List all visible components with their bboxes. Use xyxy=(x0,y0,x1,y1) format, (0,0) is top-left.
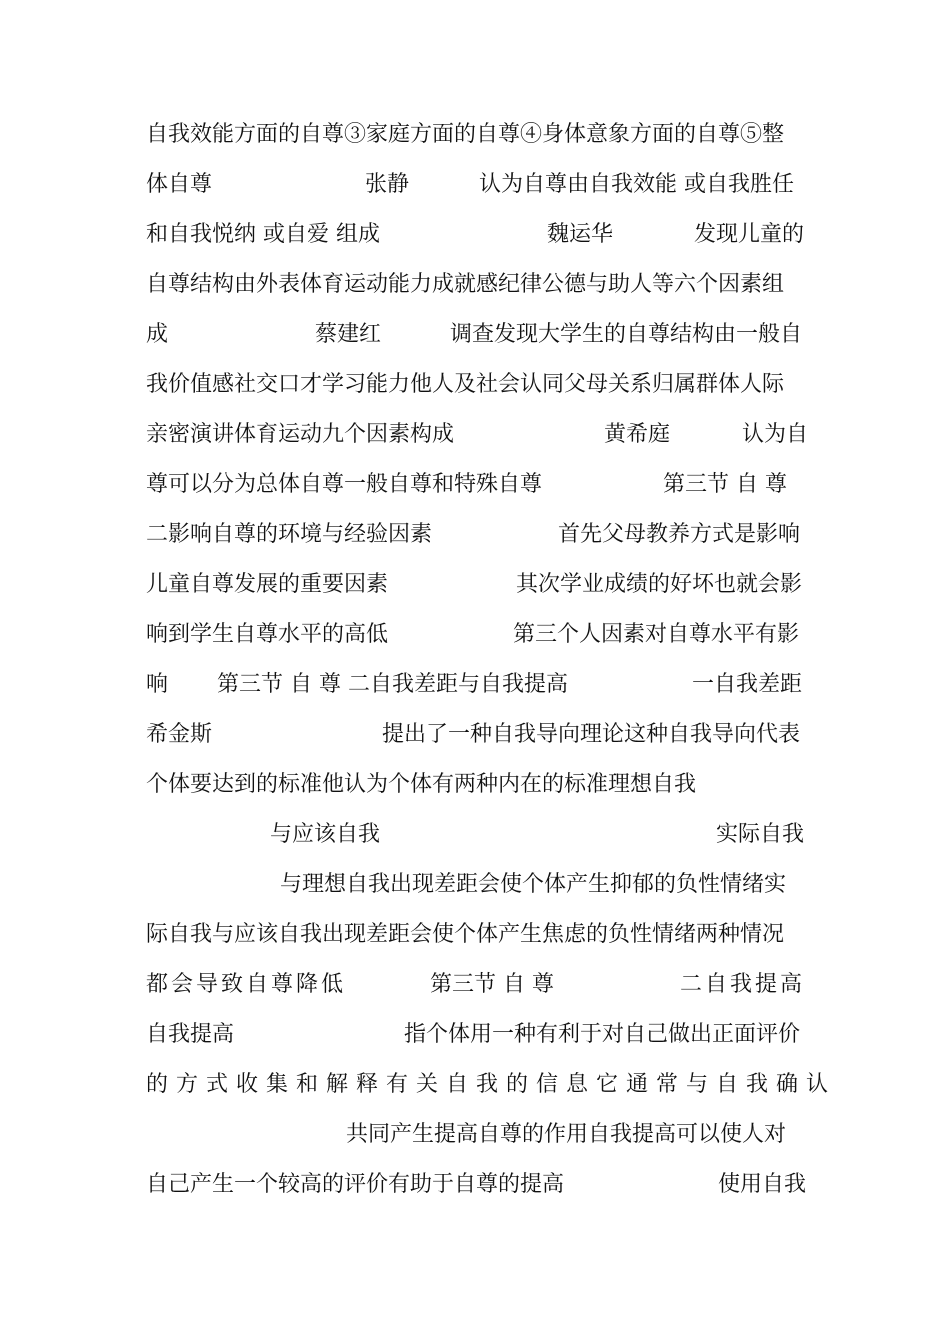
text-segment: 实际自我 xyxy=(716,822,805,847)
text-segment: 二影响自尊的环境与经验因素 xyxy=(146,522,433,547)
text-segment: 际自我与应该自我出现差距会使个体产生焦虑的负性情绪两种情况 xyxy=(146,922,785,947)
text-segment: 体自尊 xyxy=(146,172,213,197)
text-segment: 第三节 自 尊 xyxy=(430,972,554,997)
text-segment: 都会导致自尊降低 xyxy=(146,972,347,997)
text-line xyxy=(146,117,810,153)
text-segment: 自我效能方面的自尊③家庭方面的自尊④身体意象方面的自尊⑤整 xyxy=(146,122,785,147)
text-segment: 提出了一种自我导向理论这种自我导向代表 xyxy=(382,722,801,747)
text-segment: 响到学生自尊水平的高低 xyxy=(146,622,389,647)
text-line xyxy=(146,667,810,703)
text-segment: 黄希庭 xyxy=(604,422,671,447)
text-segment: 使用自我 xyxy=(718,1172,807,1197)
text-segment: 共同产生提高自尊的作用自我提高可以使人对 xyxy=(346,1122,787,1147)
text-segment: 响 xyxy=(146,672,169,697)
text-line xyxy=(146,1167,810,1203)
text-segment: 希金斯 xyxy=(146,722,213,747)
text-segment: 其次学业成绩的好坏也就会影 xyxy=(516,572,803,597)
text-segment: 亲密演讲体育运动九个因素构成 xyxy=(146,422,455,447)
text-line xyxy=(146,867,810,903)
text-line xyxy=(146,717,810,753)
text-segment: 成 xyxy=(146,322,169,347)
text-segment: 第三个人因素对自尊水平有影 xyxy=(513,622,800,647)
text-line xyxy=(146,367,810,403)
text-segment: 张静 xyxy=(365,172,410,197)
text-segment: 蔡建红 xyxy=(315,322,382,347)
text-segment: 指个体用一种有利于对自己做出正面评价 xyxy=(404,1022,801,1047)
text-segment: 儿童自尊发展的重要因素 xyxy=(146,572,389,597)
text-segment: 魏运华 xyxy=(547,222,614,247)
text-segment: 尊可以分为总体自尊一般自尊和特殊自尊 xyxy=(146,472,543,497)
text-line xyxy=(146,317,810,353)
text-line xyxy=(146,1067,837,1103)
text-segment: 首先父母教养方式是影响 xyxy=(558,522,801,547)
text-segment: 与理想自我出现差距会使个体产生抑郁的负性情绪实 xyxy=(280,872,787,897)
text-segment: 的方式收集和解释有关自我的信息它通常与自我确认 xyxy=(146,1072,837,1097)
text-segment: 一自我差距 xyxy=(692,672,803,697)
text-segment: 调查发现大学生的自尊结构由一般自 xyxy=(450,322,803,347)
text-line xyxy=(146,217,810,253)
text-line xyxy=(146,967,810,1003)
text-segment: 第三节 自 尊 xyxy=(663,472,787,497)
text-line xyxy=(146,167,810,203)
text-line xyxy=(146,467,810,503)
text-segment: 发现儿童的 xyxy=(694,222,805,247)
text-segment: 第三节 自 尊 二自我差距与自我提高 xyxy=(217,672,568,697)
text-segment: 自我提高 xyxy=(146,1022,235,1047)
text-segment: 认为自 xyxy=(742,422,809,447)
text-line xyxy=(146,617,810,653)
text-line xyxy=(146,767,810,803)
text-line xyxy=(146,417,810,453)
text-segment: 和自我悦纳 或自爱 组成 xyxy=(146,222,380,247)
text-line xyxy=(146,1117,810,1153)
text-line xyxy=(146,917,810,953)
text-segment: 与应该自我 xyxy=(270,822,381,847)
text-segment: 个体要达到的标准他认为个体有两种内在的标准理想自我 xyxy=(146,772,697,797)
text-line xyxy=(146,1017,810,1053)
text-line xyxy=(146,517,810,553)
text-line xyxy=(146,567,810,603)
text-line xyxy=(146,817,810,853)
text-line xyxy=(146,267,810,303)
text-segment: 二自我提高 xyxy=(680,972,806,997)
text-segment: 认为自尊由自我效能 或自我胜任 xyxy=(479,172,794,197)
text-segment: 自己产生一个较高的评价有助于自尊的提高 xyxy=(146,1172,565,1197)
text-segment: 自尊结构由外表体育运动能力成就感纪律公德与助人等六个因素组 xyxy=(146,272,785,297)
text-segment: 我价值感社交口才学习能力他人及社会认同父母关系归属群体人际 xyxy=(146,372,785,397)
